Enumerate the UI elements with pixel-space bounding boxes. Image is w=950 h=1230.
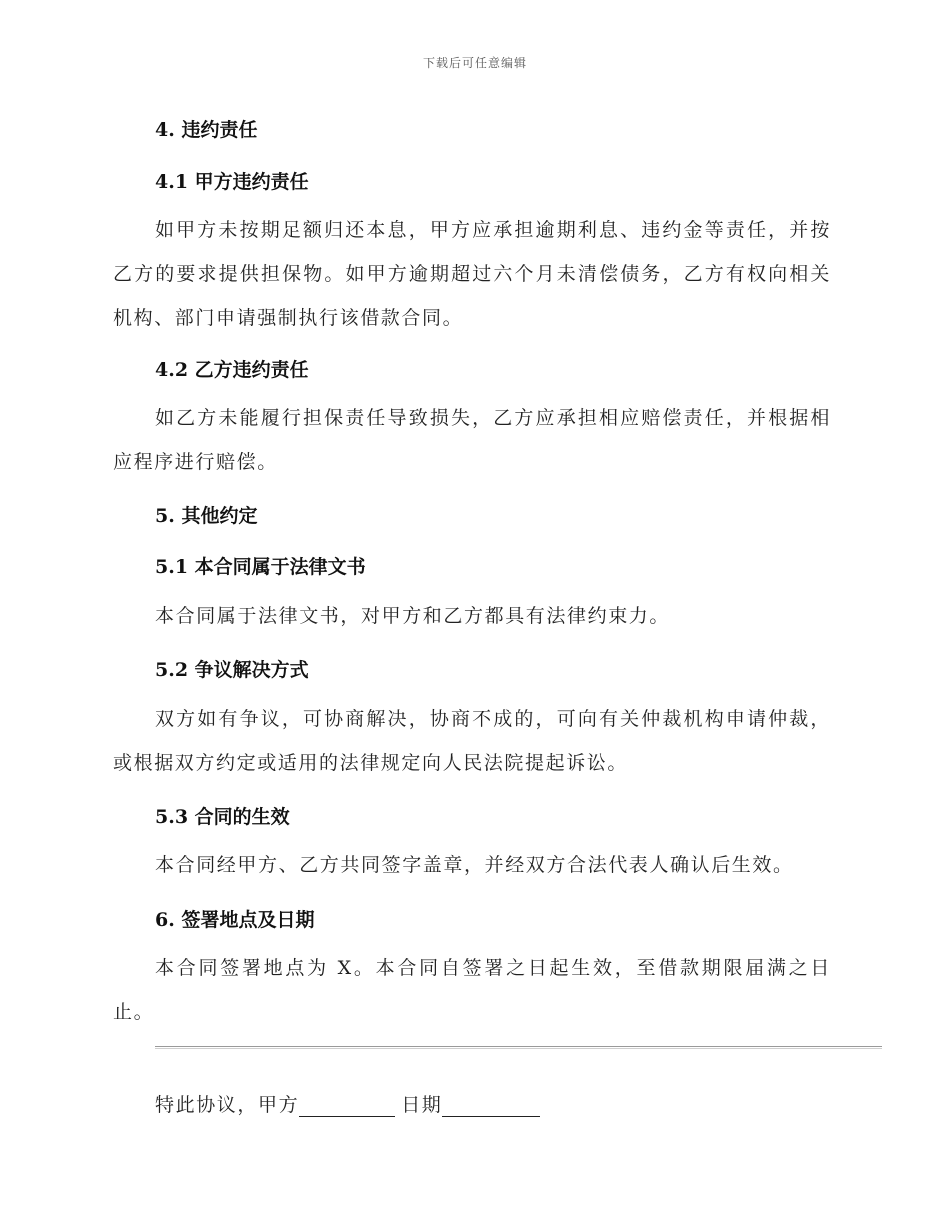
- section-5-1-body: 本合同属于法律文书，对甲方和乙方都具有法律约束力。: [155, 605, 671, 627]
- signature-line: [155, 1090, 546, 1117]
- date-blank: [442, 1094, 540, 1117]
- party-a-signature-blank: [299, 1094, 395, 1117]
- section-4-1-body: 如甲方未按期足额归还本息，甲方应承担逾期利息、违约金等责任，并按乙方的要求提供担保物。如甲方逾期超过六个月未清偿债务，乙方有权向相关机构、部门申请强制执行该借款合同。: [113, 219, 831, 329]
- section-4-title: 4. 违约责任: [155, 119, 258, 141]
- section-5-3-title: 5.3 合同的生效: [155, 806, 290, 828]
- section-5-2-title: 5.2 争议解决方式: [155, 659, 309, 681]
- date-label: 日期: [401, 1094, 443, 1116]
- section-6-title: 6. 签署地点及日期: [155, 909, 315, 931]
- page-header: 下载后可任意编辑: [422, 56, 527, 70]
- section-5-1-title: 5.1 本合同属于法律文书: [155, 556, 366, 578]
- section-5-3-body: 本合同经甲方、乙方共同签字盖章，并经双方合法代表人确认后生效。: [155, 854, 794, 876]
- section-6-body: 本合同签署地点为 X。本合同自签署之日起生效，至借款期限届满之日止。: [113, 957, 831, 1023]
- section-divider: [155, 1046, 882, 1049]
- section-5-2-body: 双方如有争议，可协商解决，协商不成的，可向有关仲裁机构申请仲裁，或根据双方约定或适用的法律规定向人民法院提起诉讼。: [113, 708, 831, 774]
- section-4-1-title: 4.1 甲方违约责任: [155, 171, 309, 193]
- section-4-2-title: 4.2 乙方违约责任: [155, 359, 309, 381]
- section-4-2-body: 如乙方未能履行担保责任导致损失，乙方应承担相应赔偿责任，并根据相应程序进行赔偿。: [113, 407, 831, 473]
- section-5-title: 5. 其他约定: [155, 505, 258, 527]
- signature-prefix: 特此协议，甲方: [155, 1094, 300, 1116]
